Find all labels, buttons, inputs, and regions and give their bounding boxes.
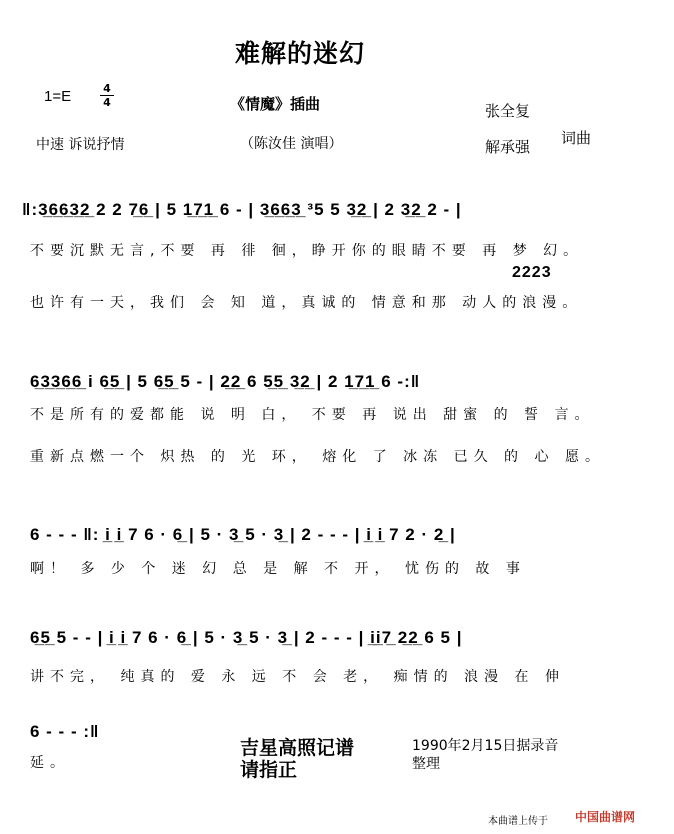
lyric-row-4: 讲不完， 纯真的 爱 永 远 不 会 老， 痴情的 浪漫 在 伸 (30, 669, 565, 685)
composer-name: 张全复 (485, 102, 531, 120)
key-signature: 1=E (44, 88, 72, 105)
time-sig-bottom: 4 (103, 96, 111, 109)
upload-note: 本曲谱上传于 (488, 816, 548, 827)
lyric-row-1-verse-2: 也许有一天，我们 会 知 道，真诚的 情意和那 动人的浪漫。 (30, 295, 583, 311)
lyric-row-5: 延。 (30, 755, 70, 771)
lyric-row-2-verse-2: 重新点燃一个 炽热 的 光 环， 熔化 了 冰冻 已久 的 心 愿。 (30, 449, 605, 465)
please-correct: 请指正 (240, 759, 298, 781)
time-signature (100, 83, 114, 108)
lyric-row-3: 啊！ 多 少 个 迷 幻 总 是 解 不 开， 忧伤的 故 事 (30, 561, 526, 577)
transcriber-signature: 吉星高照记谱 (240, 737, 355, 759)
site-logo[interactable]: 中国曲谱网 (575, 810, 636, 824)
singer-credit: （陈汝佳 演唱） (240, 136, 343, 152)
notation-row-5: 6 - - - :‖ (30, 722, 100, 741)
subtitle: 《情魔》插曲 (230, 95, 321, 113)
notation-row-3: 6 - - - ‖: i̲ i̲ 7 6 · 6̲ | 5 · 3̲ 5 · 3̲ | 2 - - - | i̲ i̲ 7 2 · 2̲ | (30, 525, 456, 544)
notation-row-2: 6̲3̲3̲6̲6̲ i 6̲5̲ | 5 6̲5̲ 5 - | 2̲2̲ 6 5̲5̲ 3̲2̲ | 2 1̲7̲1̲ 6 -:‖ (30, 372, 421, 391)
song-title: 难解的迷幻 (235, 39, 366, 68)
notation-row-1: ‖:3̲6̲6̲3̲2̲ 2 2 7̲6̲ | 5 1̲7̲1̲ 6 - | 3̲6̲6̲3̲ ³5 5 3̲2̲ | 2 3̲2̲ 2 - | (22, 200, 462, 219)
notation-row-1-alt: 2223 (512, 264, 552, 281)
lyricist-name: 解承强 (485, 138, 531, 156)
notation-row-4: 6̲5̲ 5 - - | i̲ i̲ 7 6 · 6̲ | 5 · 3̲ 5 · 3̲ | 2 - - - | i̲i̲7̲ 2̲2̲ 6 5 | (30, 628, 463, 647)
tempo-marking: 中速 诉说抒情 (36, 137, 125, 153)
credit-word: 词曲 (561, 129, 592, 147)
lyric-row-2-verse-1: 不是所有的爱都能 说 明 白， 不要 再 说出 甜蜜 的 誓 言。 (30, 407, 595, 423)
time-sig-top: 4 (103, 82, 111, 95)
arranged-note: 整理 (412, 756, 440, 772)
lyric-row-1-verse-1: 不要沉默无言,不要 再 徘 徊，睁开你的眼睛不要 再 梦 幻。 (30, 243, 584, 259)
recording-date: 1990年2月15日据录音 (412, 738, 559, 754)
